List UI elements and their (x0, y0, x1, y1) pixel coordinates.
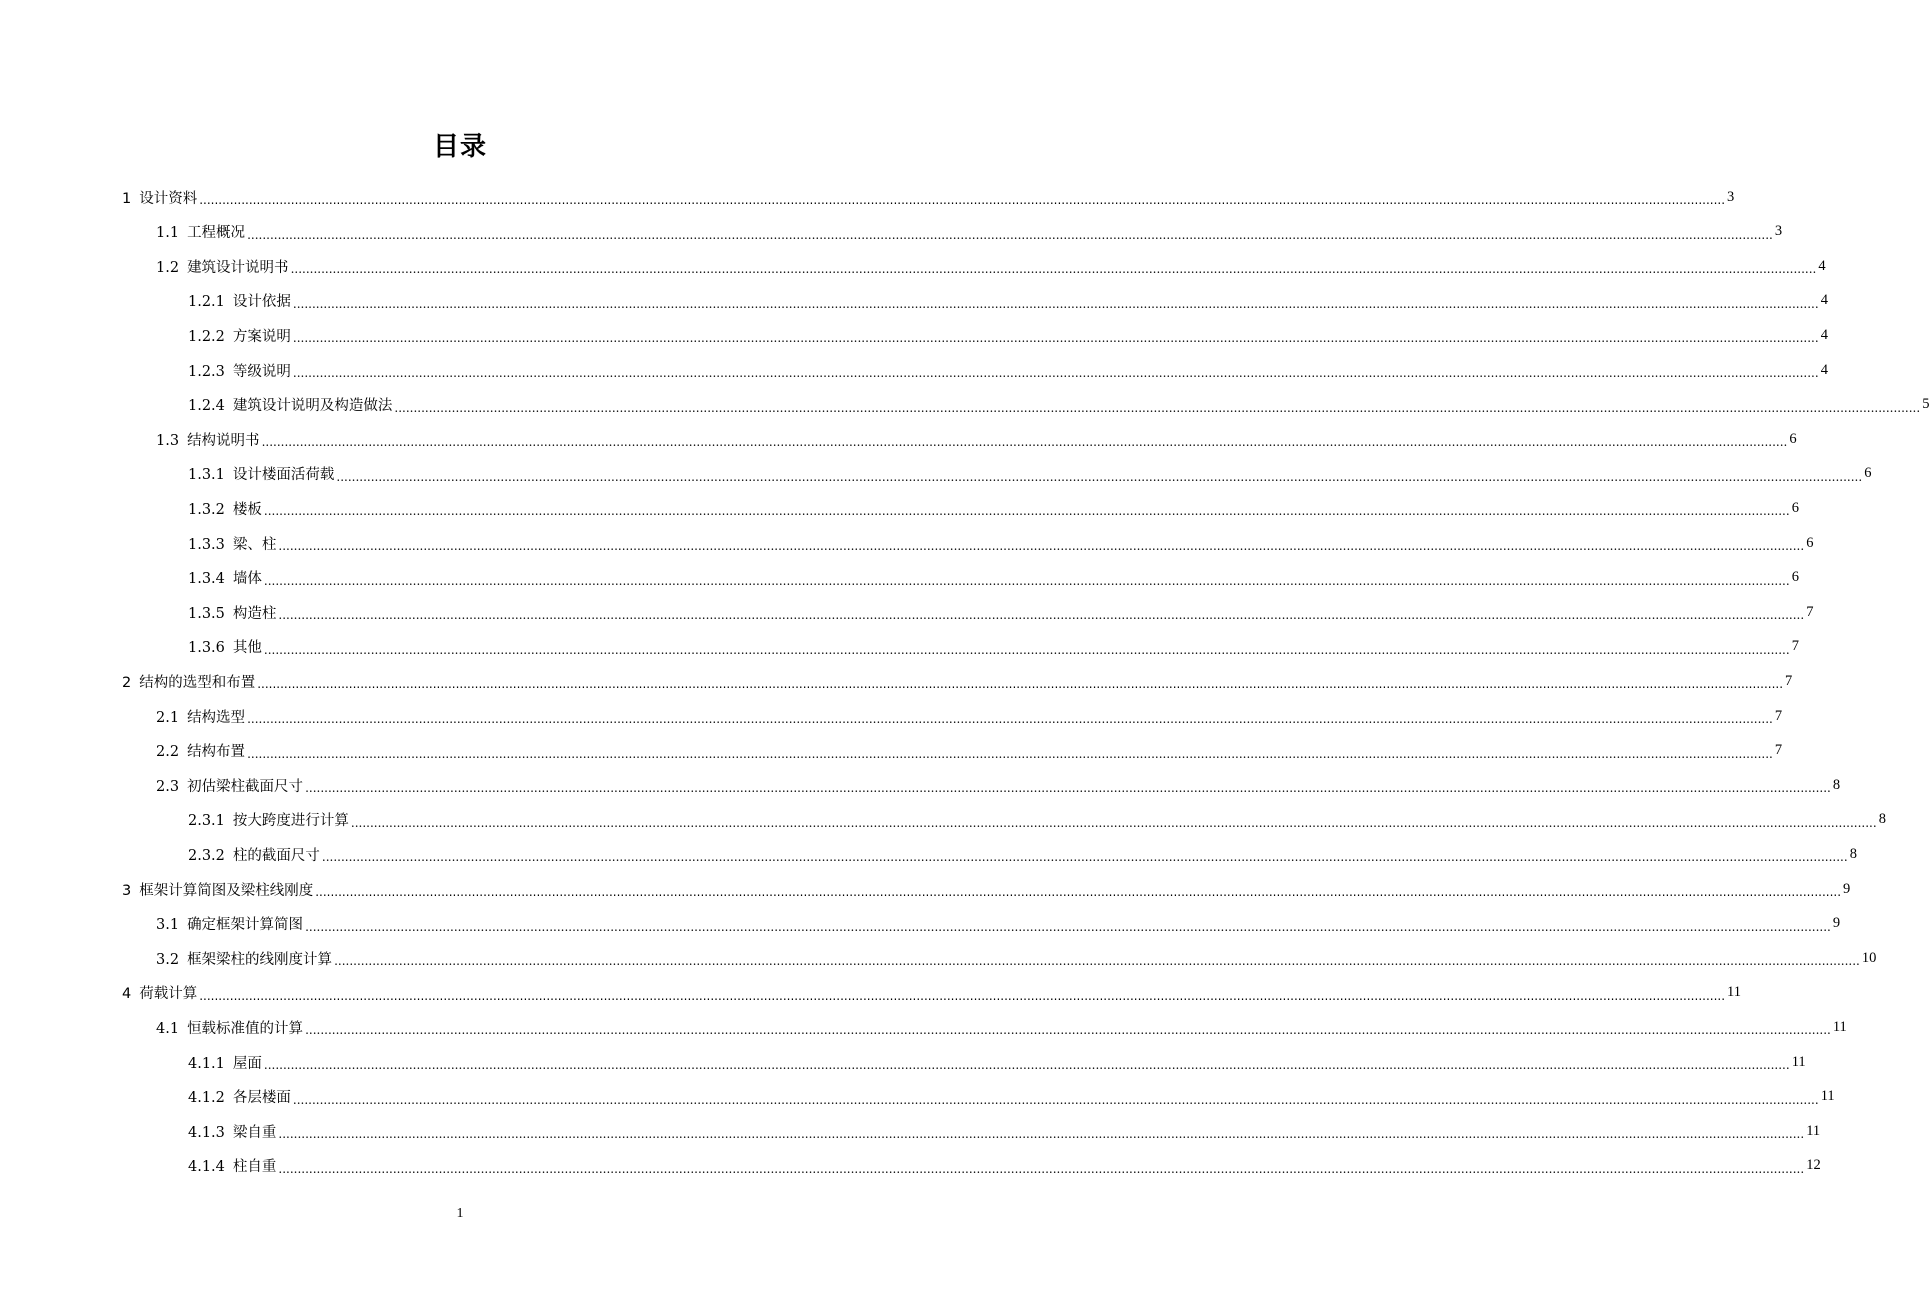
toc-entry-page: 4 (1820, 326, 1828, 343)
toc-entry-text: 结构布置 (187, 744, 246, 761)
dot-leader: ................................................................................................................................................................................................................................................................................................................................................................................................................ (305, 1023, 1831, 1038)
toc-entry-page: 7 (1791, 638, 1799, 655)
toc-entry-number: 1.2.2 (188, 328, 225, 345)
toc-entry-text: 工程概况 (187, 225, 246, 242)
toc-entry-number: 1.1 (156, 225, 180, 242)
toc-entry-label (156, 913, 303, 934)
toc-entry-text: 设计依据 (232, 294, 291, 311)
dot-leader: ................................................................................................................................................................................................................................................................................................................................................................................................................ (292, 331, 1819, 346)
toc-entry[interactable] (156, 941, 1877, 975)
toc-entry-label (188, 533, 276, 554)
toc-entry-text: 柱的截面尺寸 (232, 847, 320, 864)
toc-entry-text: 梁自重 (232, 1124, 277, 1141)
toc-entry[interactable] (188, 353, 1828, 387)
toc-entry-label (188, 394, 392, 415)
toc-entry-label (188, 567, 262, 588)
dot-leader: ................................................................................................................................................................................................................................................................................................................................................................................................................ (278, 1161, 1805, 1176)
toc-entry-page: 8 (1832, 776, 1841, 793)
toc-entry-page: 11 (1727, 984, 1741, 1001)
toc-entry[interactable] (188, 318, 1828, 352)
dot-leader: ................................................................................................................................................................................................................................................................................................................................................................................................................ (321, 850, 1848, 865)
dot-leader: ................................................................................................................................................................................................................................................................................................................................................................................................................ (394, 400, 1921, 415)
toc-entry-page: 6 (1791, 569, 1799, 586)
toc-entry-label (188, 1155, 276, 1176)
toc-entry-number: 1.3.5 (188, 605, 225, 622)
dot-leader: ................................................................................................................................................................................................................................................................................................................................................................................................................ (263, 504, 1790, 519)
toc-entry-text: 等级说明 (232, 363, 291, 380)
toc-entry-page: 7 (1774, 742, 1783, 759)
toc-entry[interactable] (188, 1080, 1835, 1114)
toc-entry-page: 4 (1818, 257, 1826, 274)
toc-entry[interactable] (188, 595, 1814, 629)
toc-entry-page: 9 (1843, 880, 1851, 897)
toc-entry[interactable] (122, 976, 1741, 1010)
toc-entry-number: 2.2 (156, 744, 180, 761)
toc-entry-number: 1.2.3 (188, 363, 225, 380)
toc-entry-text: 柱自重 (232, 1159, 277, 1176)
toc-entry-label (188, 844, 320, 865)
page-number: 1 (456, 1206, 464, 1221)
dot-leader: ................................................................................................................................................................................................................................................................................................................................................................................................................ (305, 919, 1831, 934)
toc-entry[interactable] (156, 907, 1841, 941)
toc-entry-number: 4 (122, 986, 132, 1003)
toc-entry-text: 结构说明书 (187, 432, 260, 449)
toc-entry[interactable] (156, 768, 1841, 802)
toc-entry-label (188, 325, 291, 346)
dot-leader: ................................................................................................................................................................................................................................................................................................................................................................................................................ (261, 435, 1788, 450)
dot-leader: ................................................................................................................................................................................................................................................................................................................................................................................................................ (278, 1127, 1805, 1142)
toc-entry[interactable] (188, 630, 1799, 664)
toc-entry-page: 3 (1727, 188, 1735, 205)
toc-entry-label (188, 498, 262, 519)
toc-entry-page: 8 (1849, 845, 1857, 862)
toc-entry[interactable] (156, 215, 1783, 249)
toc-entry-number: 3.1 (156, 917, 180, 934)
toc-entry-number: 1.3.2 (188, 501, 225, 518)
toc-entry-text: 建筑设计说明书 (187, 259, 289, 276)
dot-leader: ................................................................................................................................................................................................................................................................................................................................................................................................................ (199, 193, 1726, 207)
toc-entry-page: 6 (1789, 430, 1797, 447)
toc-entry-text: 荷载计算 (139, 986, 198, 1003)
toc-entry-number: 1.3.3 (188, 536, 225, 553)
toc-entry[interactable] (122, 664, 1793, 698)
toc-entry-label (156, 221, 245, 242)
toc-entry[interactable] (188, 1114, 1821, 1148)
dot-leader: ................................................................................................................................................................................................................................................................................................................................................................................................................ (263, 1058, 1790, 1072)
toc-entry-number: 4.1 (156, 1020, 180, 1037)
toc-entry-page: 4 (1820, 361, 1828, 378)
toc-entry[interactable] (188, 457, 1872, 491)
dot-leader: ................................................................................................................................................................................................................................................................................................................................................................................................................ (278, 608, 1805, 623)
toc-entry-label (188, 809, 349, 830)
dot-leader: ................................................................................................................................................................................................................................................................................................................................................................................................................ (336, 469, 1863, 484)
toc-entry-label (188, 1086, 291, 1107)
toc-entry-text: 构造柱 (232, 605, 277, 622)
toc-entry-label (156, 1017, 303, 1038)
toc-entry-label (122, 671, 255, 692)
toc-entry-page: 6 (1791, 499, 1799, 516)
toc-entry-number: 1.3.6 (188, 640, 225, 657)
toc-entry-number: 4.1.4 (188, 1159, 225, 1176)
toc-entry-text: 初估梁柱截面尺寸 (187, 778, 304, 795)
toc-entry-text: 框架梁柱的线刚度计算 (187, 951, 333, 968)
toc-entry-page: 3 (1774, 223, 1783, 240)
toc-entry-text: 方案说明 (232, 328, 291, 345)
dot-leader: ................................................................................................................................................................................................................................................................................................................................................................................................................ (199, 988, 1726, 1003)
toc-entry-page: 10 (1861, 949, 1877, 966)
dot-leader: ................................................................................................................................................................................................................................................................................................................................................................................................................ (247, 712, 1773, 726)
toc-entry-number: 4.1.2 (188, 1090, 225, 1107)
dot-leader: ................................................................................................................................................................................................................................................................................................................................................................................................................ (263, 642, 1790, 657)
toc-entry[interactable] (156, 249, 1826, 283)
dot-leader: ................................................................................................................................................................................................................................................................................................................................................................................................................ (350, 815, 1877, 830)
toc-entry-page: 12 (1806, 1157, 1821, 1174)
toc-entry-page: 6 (1864, 465, 1872, 482)
dot-leader: ................................................................................................................................................................................................................................................................................................................................................................................................................ (315, 885, 1842, 899)
toc-entry-text: 框架计算简图及梁柱线刚度 (139, 882, 314, 899)
toc-entry[interactable] (156, 1010, 1847, 1044)
toc-entry-text: 建筑设计说明及构造做法 (232, 398, 393, 415)
toc-entry-page: 4 (1820, 292, 1828, 309)
toc-entry-text: 其他 (232, 640, 262, 657)
toc-entry-text: 各层楼面 (232, 1090, 291, 1107)
toc-entry[interactable] (188, 1045, 1806, 1079)
toc-entry-label (188, 360, 291, 381)
toc-entry[interactable] (188, 561, 1799, 595)
toc-entry-label (156, 429, 260, 450)
toc-entry-label (122, 187, 197, 208)
toc-entry-label (156, 740, 245, 761)
dot-leader: ................................................................................................................................................................................................................................................................................................................................................................................................................ (292, 1092, 1819, 1107)
toc-entry-number: 4.1.3 (188, 1124, 225, 1141)
toc-entry-number: 1.3 (156, 432, 180, 449)
toc-entry-page: 7 (1774, 707, 1783, 724)
toc-entry-text: 结构的选型和布置 (139, 674, 256, 691)
toc-entry-number: 1 (122, 190, 132, 207)
toc-entry[interactable] (188, 526, 1814, 560)
toc-entry-number: 3 (122, 882, 132, 899)
toc-entry-page: 11 (1791, 1053, 1806, 1070)
dot-leader: ................................................................................................................................................................................................................................................................................................................................................................................................................ (247, 227, 1773, 242)
toc-entry-label (156, 775, 303, 796)
toc-entry-text: 按大跨度进行计算 (232, 813, 349, 830)
toc-entry-number: 4.1.1 (188, 1055, 225, 1072)
dot-leader: ................................................................................................................................................................................................................................................................................................................................................................................................................ (247, 746, 1773, 761)
toc-entry-label (188, 290, 291, 311)
toc-entry[interactable] (156, 422, 1797, 456)
toc-entry-page: 11 (1806, 1122, 1821, 1139)
toc-entry-number: 2.1 (156, 709, 180, 726)
toc-entry-page: 11 (1832, 1018, 1847, 1035)
toc-entry-label (188, 1052, 262, 1073)
toc-entry-page: 7 (1785, 672, 1793, 689)
toc-entry-number: 1.2 (156, 259, 180, 276)
toc-entry[interactable] (188, 837, 1857, 871)
toc-title: 目录 (432, 132, 487, 162)
toc-entry[interactable] (122, 872, 1851, 906)
dot-leader: ................................................................................................................................................................................................................................................................................................................................................................................................................ (292, 296, 1819, 311)
toc-entry-text: 确定框架计算简图 (187, 917, 304, 934)
toc-entry-number: 1.2.1 (188, 294, 225, 311)
toc-entry-text: 设计楼面活荷载 (232, 467, 335, 484)
toc-entry-number: 3.2 (156, 951, 180, 968)
dot-leader: ................................................................................................................................................................................................................................................................................................................................................................................................................ (292, 366, 1819, 380)
toc-entry-label (122, 982, 197, 1003)
toc-entry-label (188, 636, 262, 657)
dot-leader: ................................................................................................................................................................................................................................................................................................................................................................................................................ (263, 573, 1790, 588)
toc-entry-number: 2.3.1 (188, 813, 225, 830)
toc-entry-number: 2 (122, 674, 132, 691)
toc-entry-text: 楼板 (232, 501, 262, 518)
toc-entry-page: 11 (1820, 1088, 1835, 1105)
toc-entry-label (156, 706, 245, 727)
toc-entry[interactable] (122, 180, 1735, 214)
toc-entry-number: 2.3 (156, 778, 180, 795)
toc-entry-number: 1.3.1 (188, 467, 225, 484)
dot-leader: ................................................................................................................................................................................................................................................................................................................................................................................................................ (334, 954, 1860, 969)
toc-entry-label (188, 602, 276, 623)
toc-entry[interactable] (156, 734, 1783, 768)
toc-entry[interactable] (156, 699, 1783, 733)
toc-entry-page: 8 (1878, 811, 1886, 828)
toc-entry-text: 墙体 (232, 571, 262, 588)
toc-entry-text: 梁、柱 (232, 536, 277, 553)
toc-entry-number: 1.3.4 (188, 571, 225, 588)
toc-entry-text: 屋面 (232, 1055, 262, 1072)
toc-entry-page: 9 (1832, 915, 1841, 932)
toc-entry[interactable] (188, 803, 1886, 837)
toc-entry-label (122, 879, 313, 900)
toc-entry-page: 7 (1806, 603, 1814, 620)
toc-entry[interactable] (188, 1149, 1821, 1183)
toc-entry-text: 恒载标准值的计算 (187, 1020, 304, 1037)
toc-entry-label (156, 256, 289, 277)
toc-entry[interactable] (188, 284, 1828, 318)
toc-entry-label (156, 948, 332, 969)
toc-entry-page: 5 (1922, 396, 1929, 413)
toc-entry[interactable] (188, 388, 1929, 422)
toc-entry-text: 结构选型 (187, 709, 246, 726)
toc-entry-label (188, 463, 334, 484)
dot-leader: ................................................................................................................................................................................................................................................................................................................................................................................................................ (305, 781, 1831, 796)
dot-leader: ................................................................................................................................................................................................................................................................................................................................................................................................................ (257, 677, 1784, 692)
dot-leader: ................................................................................................................................................................................................................................................................................................................................................................................................................ (278, 539, 1805, 553)
dot-leader: ................................................................................................................................................................................................................................................................................................................................................................................................................ (290, 262, 1817, 277)
toc-entry-text: 设计资料 (139, 190, 198, 207)
toc-entry-number: 2.3.2 (188, 847, 225, 864)
toc-entry-number: 1.2.4 (188, 398, 225, 415)
toc-entry-label (188, 1121, 276, 1142)
toc-entry-page: 6 (1806, 534, 1814, 551)
toc-entry[interactable] (188, 491, 1799, 525)
